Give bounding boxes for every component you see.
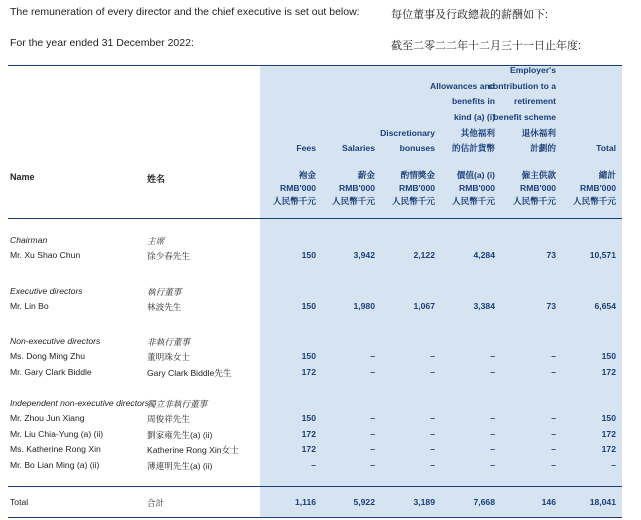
column-header-unit-6: RMB'000 (580, 183, 616, 193)
table-cell-value: – (430, 459, 435, 470)
column-header-title-4: 的估計貨幣 (452, 143, 495, 154)
column-header-unit-zh-1: 人民幣千元 (273, 196, 316, 206)
column-header-unit-zh-5: 人民幣千元 (513, 196, 556, 206)
column-header-zh-3: 酌情獎金 (400, 170, 435, 180)
table-cell-value: – (551, 366, 556, 377)
table-bottom-rule (8, 517, 622, 518)
table-cell-value: 3,384 (473, 301, 495, 311)
table-cell-value: 172 (301, 444, 316, 454)
column-header-title-4: Allowances and (430, 80, 495, 91)
column-header-title-3: bonuses (399, 143, 435, 154)
column-header-zh-5: 僱主供款 (521, 170, 556, 180)
total-value: 146 (541, 497, 556, 507)
table-cell-value: – (611, 459, 616, 470)
total-value: 18,041 (589, 497, 616, 507)
director-name-en: Mr. Lin Bo (10, 301, 49, 311)
table-cell-value: – (370, 444, 375, 454)
column-header-zh-2: 薪金 (357, 170, 375, 180)
table-cell-value: 1,067 (413, 301, 435, 311)
table-cell-value: 172 (301, 428, 316, 439)
column-header-unit-zh-3: 人民幣千元 (392, 196, 435, 206)
table-cell-value: – (370, 366, 375, 377)
column-header-title-4: benefits in (452, 96, 495, 107)
column-header-unit-2: RMB'000 (339, 183, 375, 193)
table-cell-value: – (490, 366, 495, 377)
column-header-title-4: 其他福利 (460, 127, 495, 138)
table-cell-value: – (370, 413, 375, 423)
table-cell-value: – (551, 459, 556, 470)
director-name-zh: Katherine Rong Xin女士 (147, 445, 239, 455)
table-cell-value: 2,122 (413, 250, 435, 260)
table-cell-value: – (551, 444, 556, 454)
column-header-title-2: Salaries (342, 143, 375, 154)
director-name-zh: 劉家雍先生(a) (ii) (147, 429, 213, 440)
director-name-en: Mr. Zhou Jun Xiang (10, 413, 85, 423)
table-cell-value: – (490, 413, 495, 423)
director-name-zh: 薄連明先生(a) (ii) (147, 460, 213, 471)
column-header-title-5: Employer's (510, 64, 556, 75)
column-header-title-1: Fees (296, 143, 316, 154)
table-cell-value: 172 (301, 366, 316, 377)
director-name-zh: Gary Clark Biddle先生 (147, 367, 232, 378)
table-cell-value: – (551, 428, 556, 439)
table-cell-value: 150 (301, 250, 316, 260)
table-cell-value: 6,654 (594, 301, 616, 311)
total-top-rule (8, 486, 622, 487)
column-header-unit-zh-6: 人民幣千元 (573, 196, 616, 206)
table-cell-value: – (430, 444, 435, 454)
header-bottom-rule (8, 218, 622, 219)
total-value: 3,189 (413, 497, 435, 507)
table-cell-value: – (551, 413, 556, 423)
table-cell-value: 4,284 (473, 250, 495, 260)
table-cell-value: 150 (601, 413, 616, 423)
table-cell-value: – (430, 428, 435, 439)
table-cell-value: 1,980 (353, 301, 375, 311)
director-name-zh: 周俊祥先生 (147, 414, 190, 424)
column-header-title-3: Discretionary (380, 127, 435, 138)
table-cell-value: – (370, 351, 375, 361)
table-cell-value: 172 (601, 428, 616, 439)
table-cell-value: – (430, 351, 435, 361)
intro-zh-line-1: 每位董事及行政總裁的薪酬如下: (391, 9, 549, 21)
column-header-zh-1: 袍金 (298, 170, 316, 180)
table-cell-value: 172 (601, 444, 616, 454)
column-header-zh-6: 總計 (598, 170, 616, 180)
table-cell-value: – (430, 366, 435, 377)
column-header-unit-3: RMB'000 (399, 183, 435, 193)
column-header-zh-4: 價值(a) (i) (456, 170, 495, 180)
director-name-en: Ms. Katherine Rong Xin (10, 444, 101, 454)
column-header-title-5: retirement (513, 96, 556, 107)
director-name-en: Mr. Liu Chia-Yung (a) (ii) (10, 428, 104, 439)
section-title-en: Independent non-executive directors (10, 398, 150, 408)
column-header-title-5: benefit scheme (493, 111, 556, 122)
director-name-zh: 徐少春先生 (147, 251, 190, 261)
column-header-unit-5: RMB'000 (520, 183, 556, 193)
column-header-title-6: Total (596, 143, 616, 154)
director-name-en: Mr. Gary Clark Biddle (10, 366, 92, 377)
total-value: 1,116 (294, 497, 316, 507)
section-title-en: Non-executive directors (10, 336, 101, 346)
table-cell-value: 150 (301, 351, 316, 361)
section-title-en: Chairman (10, 235, 48, 245)
intro-en-line-2: For the year ended 31 December 2022: (10, 37, 194, 49)
section-title-zh: 獨立非執行董事 (147, 399, 208, 409)
column-header-unit-1: RMB'000 (280, 183, 316, 193)
table-cell-value: – (490, 444, 495, 454)
column-header-unit-4: RMB'000 (459, 183, 495, 193)
table-cell-value: – (551, 351, 556, 361)
table-cell-value: 10,571 (589, 250, 616, 260)
table-cell-value: – (490, 428, 495, 439)
column-header-unit-zh-4: 人民幣千元 (452, 196, 495, 206)
director-name-en: Mr. Xu Shao Chun (10, 250, 81, 260)
table-cell-value: 73 (546, 301, 556, 311)
total-value: 7,668 (473, 497, 495, 507)
column-header-unit-zh-2: 人民幣千元 (332, 196, 375, 206)
table-cell-value: – (490, 351, 495, 361)
director-name-en: Mr. Bo Lian Ming (a) (ii) (10, 459, 100, 470)
column-header-title-5: 計劃的 (530, 143, 556, 154)
total-label-zh: 合計 (147, 498, 165, 508)
table-cell-value: – (370, 428, 375, 439)
intro-en-line-1: The remuneration of every director and the chief executive is set out below: (10, 6, 360, 18)
table-cell-value: 73 (546, 250, 556, 260)
table-cell-value: 150 (301, 413, 316, 423)
column-header-title-5: contribution to a (488, 80, 556, 91)
section-title-zh: 主席 (147, 236, 165, 246)
total-label-en: Total (10, 497, 29, 507)
table-cell-value: – (430, 413, 435, 423)
intro-zh-line-2: 截至二零二二年十二月三十一日止年度: (391, 40, 582, 52)
table-cell-value: 150 (301, 301, 316, 311)
table-cell-value: 172 (601, 366, 616, 377)
column-header-title-5: 退休福利 (521, 127, 556, 138)
total-value: 5,922 (353, 497, 375, 507)
director-name-en: Ms. Dong Ming Zhu (10, 351, 85, 361)
table-cell-value: 3,942 (353, 250, 375, 260)
table-cell-value: – (370, 459, 375, 470)
column-header-title-4: kind (a) (i) (453, 111, 495, 122)
table-cell-value: 150 (601, 351, 616, 361)
header-name-zh: 姓名 (147, 174, 166, 184)
director-name-zh: 林波先生 (147, 302, 182, 312)
table-cell-value: – (311, 459, 316, 470)
table-cell-value: – (490, 459, 495, 470)
director-name-zh: 董明珠女士 (147, 352, 190, 362)
header-name-en: Name (10, 172, 35, 182)
section-title-zh: 非執行董事 (147, 337, 190, 347)
section-title-en: Executive directors (10, 286, 83, 296)
section-title-zh: 執行董事 (147, 287, 182, 297)
